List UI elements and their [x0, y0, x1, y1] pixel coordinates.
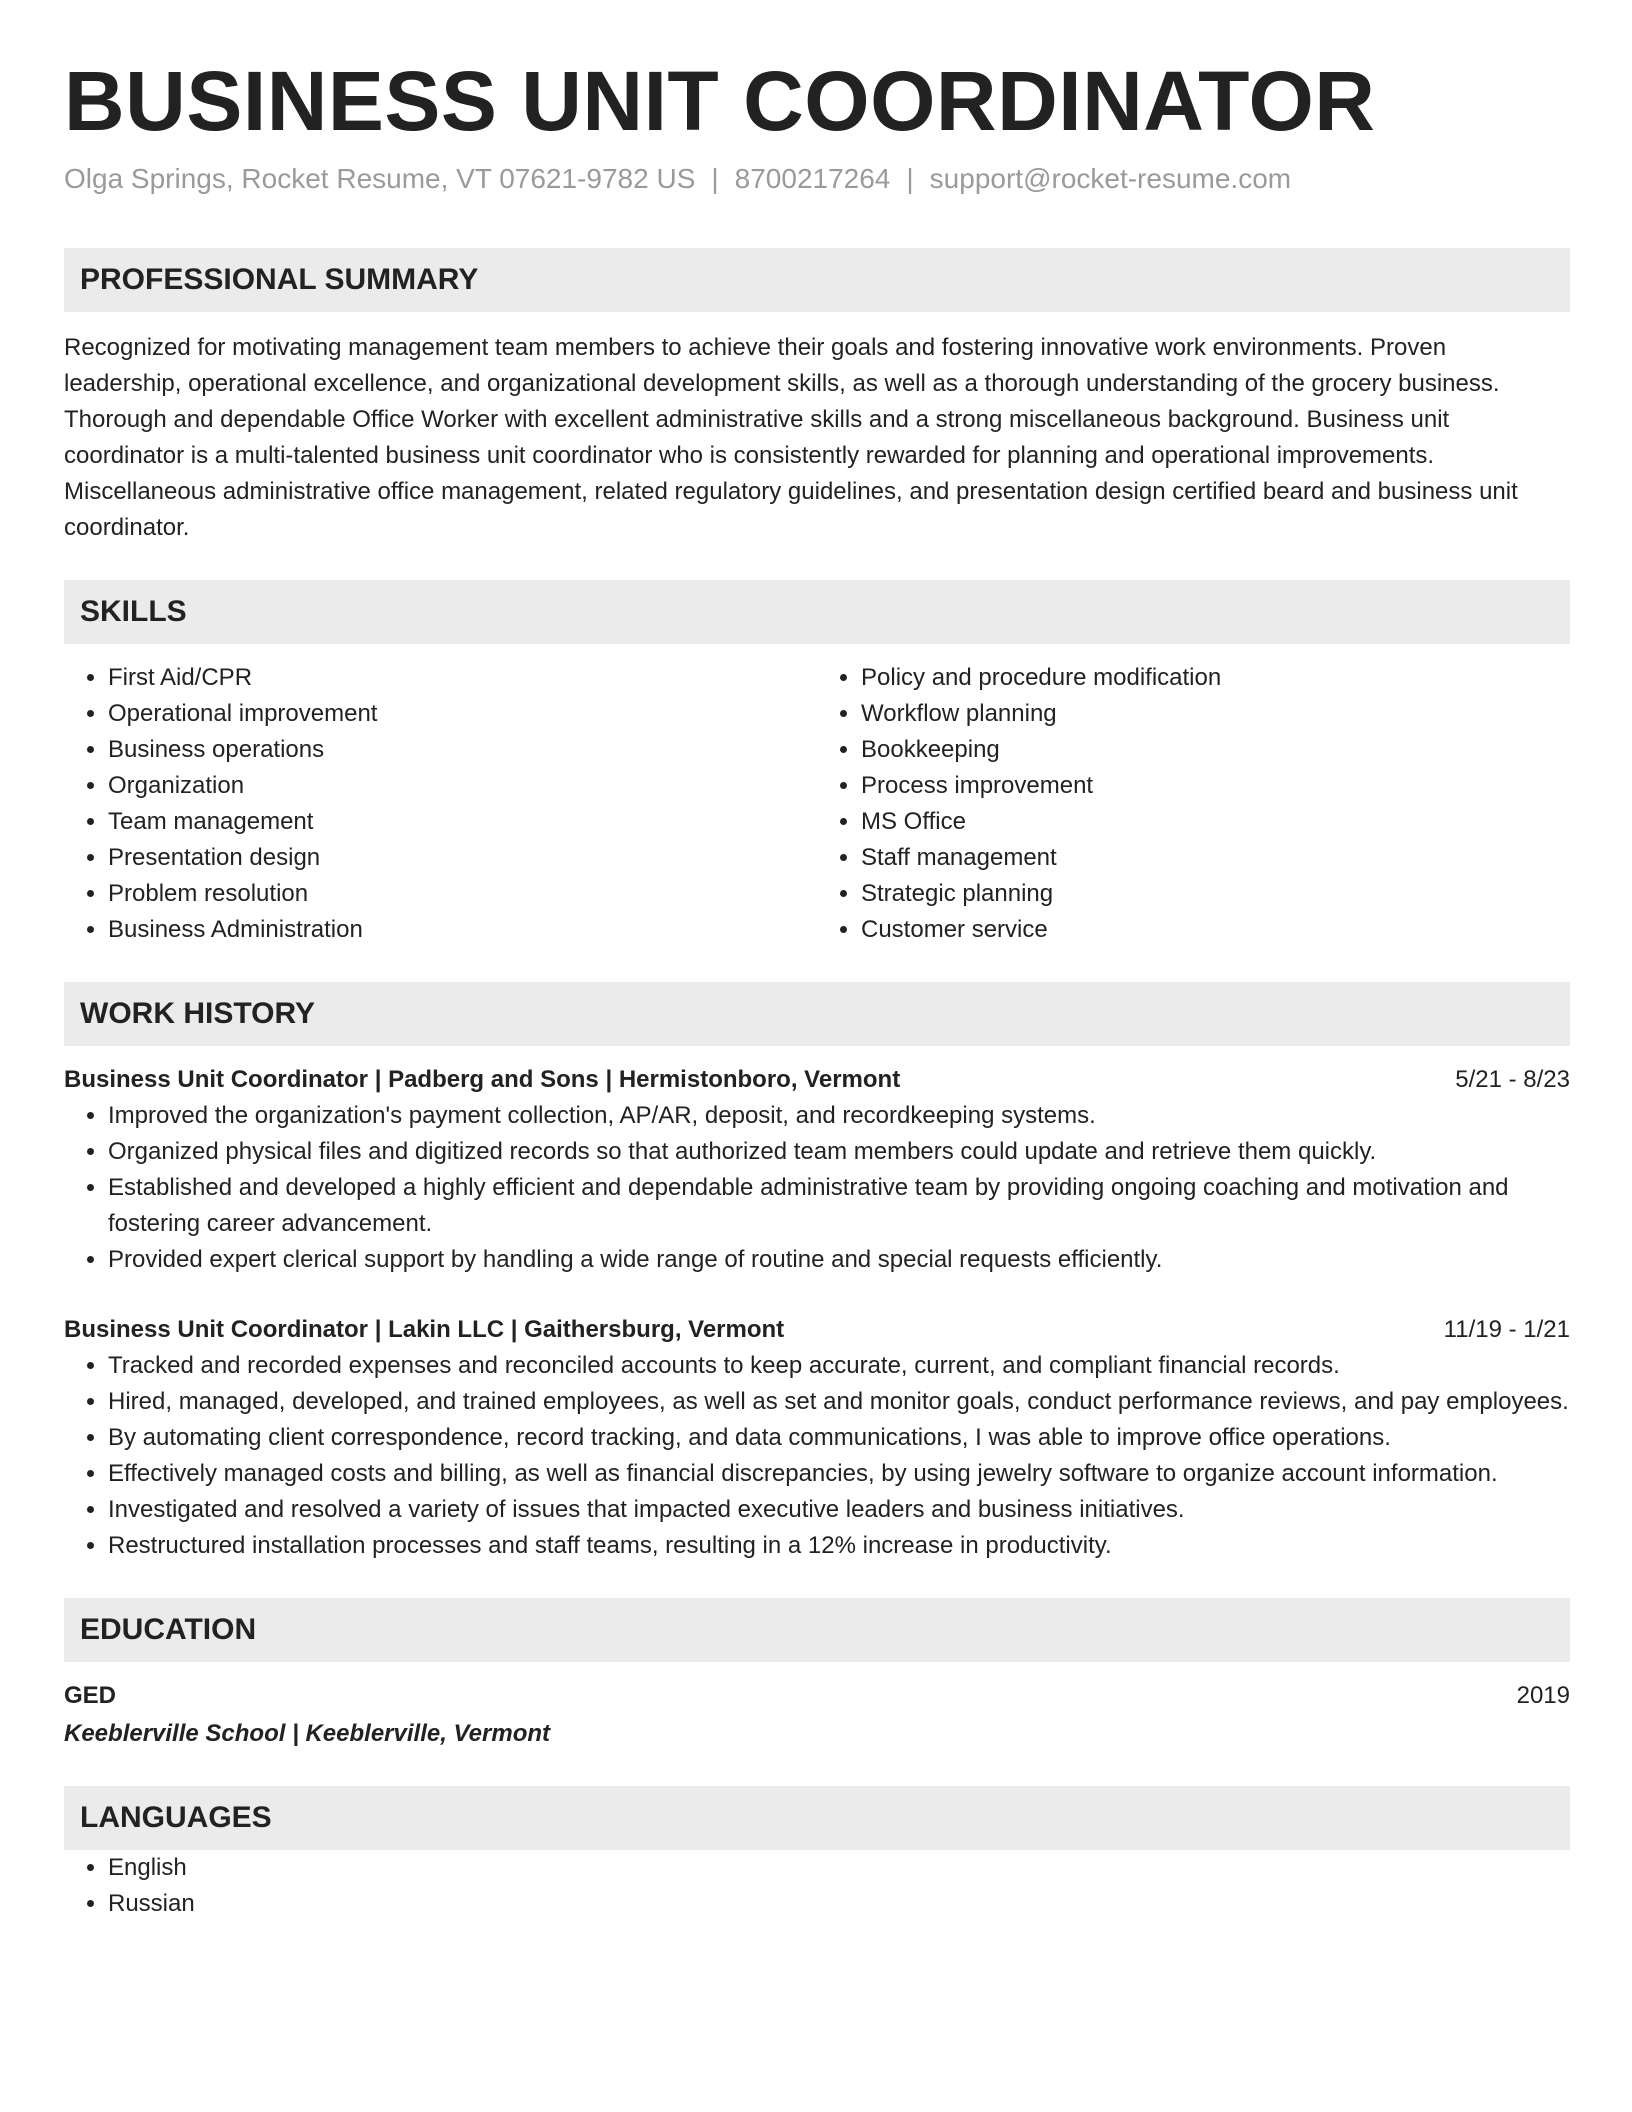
language-item: • Russian: [108, 1886, 1570, 1922]
skill-item: • Staff management: [861, 840, 1570, 876]
job-bullet: • Investigated and resolved a variety of issues that impacted executive leaders and business initiatives.: [108, 1492, 1570, 1528]
skill-item: • Bookkeeping: [861, 732, 1570, 768]
job-title: Business Unit Coordinator | Padberg and Sons | Hermistonboro, Vermont: [64, 1065, 901, 1093]
skill-item: • Presentation design: [108, 840, 817, 876]
job-bullet: • Organized physical files and digitized records so that authorized team members could update and retrieve them quickly.: [108, 1134, 1570, 1170]
job-bullet: • Provided expert clerical support by handling a wide range of routine and special requests efficiently.: [108, 1242, 1570, 1278]
job-bullet: • Improved the organization's payment collection, AP/AR, deposit, and recordkeeping systems.: [108, 1098, 1570, 1134]
job-bullet: • Established and developed a highly efficient and dependable administrative team by providing ongoing coaching and motivation and fostering career advancement.: [108, 1170, 1570, 1242]
job-bullet: • Restructured installation processes and staff teams, resulting in a 12% increase in productivity.: [108, 1528, 1570, 1564]
job-bullet: • Hired, managed, developed, and trained employees, as well as set and monitor goals, conduct performance reviews, and pay employees.: [108, 1384, 1570, 1420]
skills-column-left: [64, 660, 817, 948]
contact-email: support@rocket-resume.com: [929, 163, 1292, 195]
skill-item: • MS Office: [861, 804, 1570, 840]
education-header: [64, 1678, 1570, 1714]
contact-phone: 8700217264: [734, 163, 891, 195]
job-bullet: • Effectively managed costs and billing, as well as financial discrepancies, by using jewelry software to organize account information.: [108, 1456, 1570, 1492]
job-header: [64, 1062, 1570, 1098]
section-heading-education: EDUCATION: [64, 1598, 1570, 1662]
languages-list: [64, 1850, 1570, 1922]
section-heading-work-history: WORK HISTORY: [64, 982, 1570, 1046]
job-bullet: • By automating client correspondence, record tracking, and data communications, I was able to improve office operations.: [108, 1420, 1570, 1456]
summary-text: Recognized for motivating management team members to achieve their goals and fostering innovative work environments. Proven leadership, operational excellence, and organizational development skills, as well as a thorough understanding of the grocery business. Thorough and dependable Office Worker with excellent administrative skills and a strong miscellaneous background. Business unit coordinator is a multi-talented business unit coordinator who is consistently rewarded for planning and operational improvements. Miscellaneous administrative office management, related regulatory guidelines, and presentation design certified beard and business unit coordinator.: [64, 333, 1518, 541]
section-heading-skills: SKILLS: [64, 580, 1570, 644]
contact-separator: |: [906, 163, 914, 195]
skills-list: [64, 660, 1570, 948]
job-bullet: • Tracked and recorded expenses and reconciled accounts to keep accurate, current, and compliant financial records.: [108, 1348, 1570, 1384]
skill-item: • Business operations: [108, 732, 817, 768]
contact-line: [64, 161, 1570, 197]
candidate-title: BUSINESS UNIT COORDINATOR: [64, 54, 1376, 148]
job-entry: [64, 1312, 1570, 1564]
skill-item: • Customer service: [861, 912, 1570, 948]
education-degree: GED: [64, 1681, 117, 1709]
skill-item: • Team management: [108, 804, 817, 840]
contact-separator: |: [711, 163, 719, 195]
skill-item: • Problem resolution: [108, 876, 817, 912]
job-header: [64, 1312, 1570, 1348]
job-dates: 11/19 - 1/21: [1443, 1315, 1570, 1343]
skill-item: • Workflow planning: [861, 696, 1570, 732]
education-school: Keeblerville School | Keeblerville, Vermont: [64, 1719, 550, 1747]
education-year: 2019: [1516, 1681, 1570, 1709]
job-dates: 5/21 - 8/23: [1455, 1065, 1570, 1093]
section-heading-summary: PROFESSIONAL SUMMARY: [64, 248, 1570, 312]
job-title: Business Unit Coordinator | Lakin LLC | Gaithersburg, Vermont: [64, 1315, 785, 1343]
skill-item: • First Aid/CPR: [108, 660, 817, 696]
skill-item: • Operational improvement: [108, 696, 817, 732]
job-bullets: [64, 1348, 1570, 1564]
section-heading-languages: LANGUAGES: [64, 1786, 1570, 1850]
skill-item: • Strategic planning: [861, 876, 1570, 912]
skills-column-right: [817, 660, 1570, 948]
job-entry: [64, 1062, 1570, 1278]
contact-address: Olga Springs, Rocket Resume, VT 07621-9782 US: [64, 163, 696, 195]
language-item: • English: [108, 1850, 1570, 1886]
job-bullets: [64, 1098, 1570, 1278]
skill-item: • Process improvement: [861, 768, 1570, 804]
skill-item: • Policy and procedure modification: [861, 660, 1570, 696]
skill-item: • Organization: [108, 768, 817, 804]
skill-item: • Business Administration: [108, 912, 817, 948]
